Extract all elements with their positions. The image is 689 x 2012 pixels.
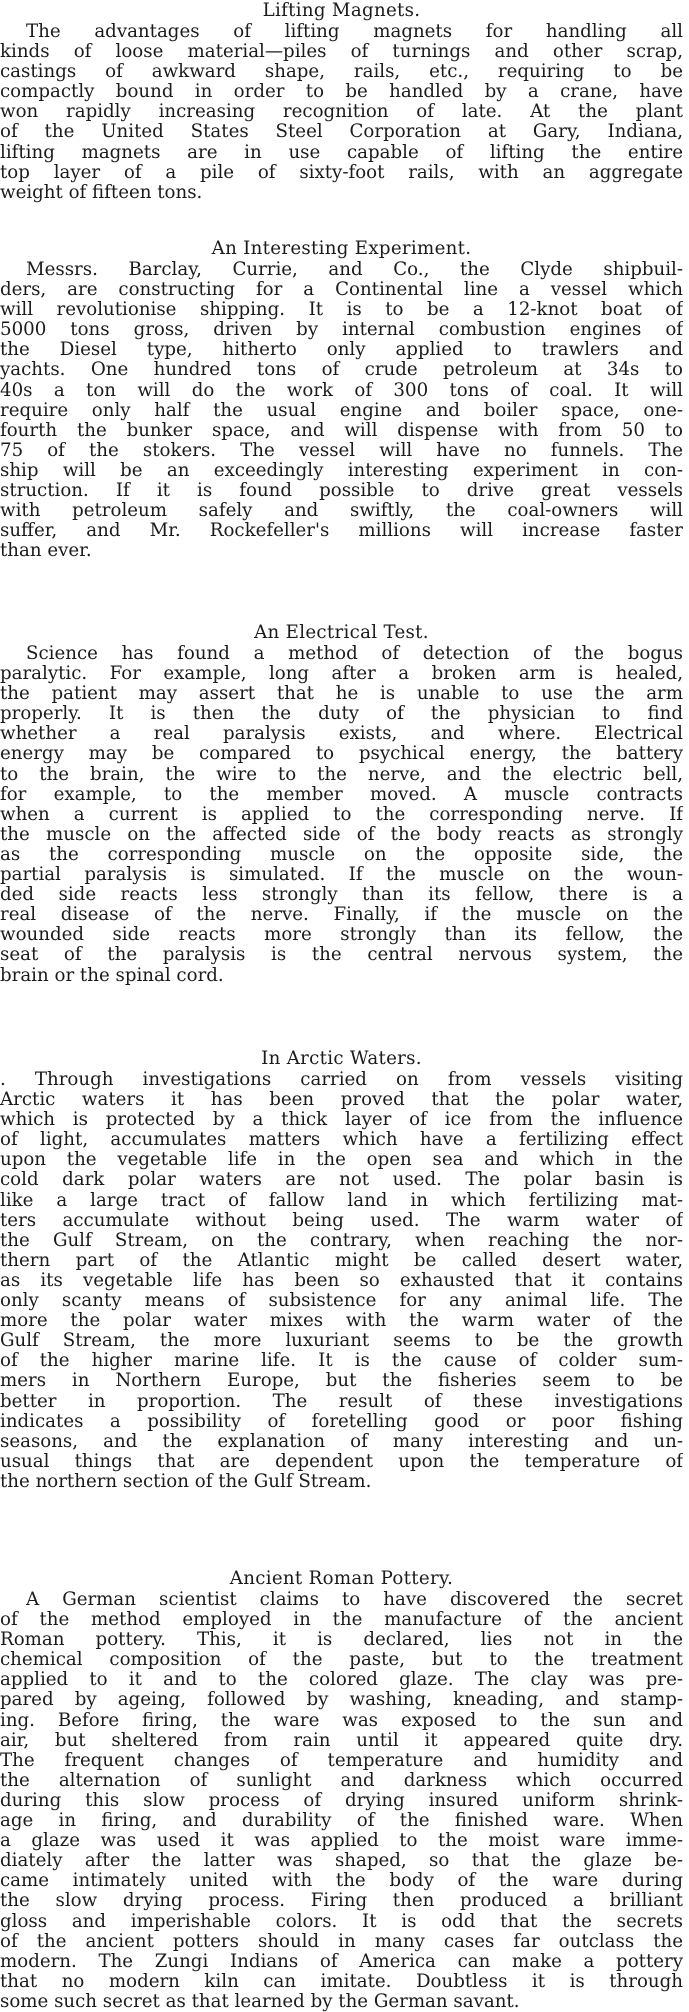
- text-line: some such secret as that learned by the German savant.: [0, 1991, 520, 2012]
- article-title: An Electrical Test.: [254, 622, 429, 643]
- article-title: In Arctic Waters.: [261, 1048, 422, 1069]
- text-line: Messrs. Barclay, Currie, and Co., the Clyde shipbuil-: [26, 260, 683, 280]
- article-title: An Interesting Experiment.: [211, 238, 472, 259]
- text-line: energy may be compared to psychical energy, the battery: [0, 744, 683, 765]
- text-line: as its vegetable life has been so exhausted that it contains: [0, 1270, 683, 1291]
- article-electrical-test: [0, 622, 683, 1048]
- text-line: wounded side reacts more strongly than its fellow, the: [0, 925, 683, 946]
- text-line: the muscle on the affected side of the body reacts as strongly: [0, 824, 683, 845]
- text-line: to the brain, the wire to the nerve, and the electric bell,: [0, 764, 683, 785]
- text-line: ship will be an exceedingly interesting experiment in con-: [0, 460, 683, 481]
- text-line: fourth the bunker space, and will dispense with from 50 to: [0, 420, 683, 441]
- text-line: seat of the paralysis is the central nervous system, the: [0, 945, 683, 966]
- article-ancient-roman-pottery: [0, 1568, 683, 2012]
- text-line: the Diesel type, hitherto only applied to trawlers and: [0, 340, 683, 361]
- text-line: more the polar water mixes with the warm water of the: [0, 1311, 683, 1332]
- text-line: during this slow process of drying insured uniform shrink-: [0, 1790, 683, 1811]
- text-line: than ever.: [0, 541, 92, 562]
- text-line: Science has found a method of detection of the bogus: [26, 644, 683, 664]
- text-line: of the method employed in the manufacture of the ancient: [0, 1610, 683, 1631]
- text-line: mers in Northern Europe, but the fisheries seem to be: [0, 1371, 683, 1392]
- text-line: that no modern kiln can imitate. Doubtless it is through: [0, 1971, 683, 1992]
- text-line: partial paralysis is simulated. If the muscle on the woun-: [0, 865, 683, 886]
- text-line: a glaze was used it was applied to the moist ware imme-: [0, 1831, 683, 1852]
- text-line: 75 of the stokers. The vessel will have no funnels. The: [0, 440, 683, 461]
- article-body: [0, 644, 683, 986]
- text-line: thern part of the Atlantic might be called desert water,: [0, 1250, 683, 1271]
- text-line: properly. It is then the duty of the physician to find: [0, 704, 683, 725]
- text-line: cold dark polar waters are not used. The polar basin is: [0, 1170, 683, 1191]
- text-line: ters accumulate without being used. The warm water of: [0, 1210, 683, 1231]
- text-line: when a current is applied to the corresponding nerve. If: [0, 804, 683, 825]
- text-line: Gulf Stream, the more luxuriant seems to be the growth: [0, 1331, 683, 1352]
- text-line: pared by ageing, followed by washing, kneading, and stamp-: [0, 1690, 683, 1711]
- text-line: of light, accumulates matters which have a fertilizing effect: [0, 1130, 683, 1151]
- article-title: Ancient Roman Pottery.: [229, 1568, 454, 1589]
- text-line: The frequent changes of temperature and humidity and: [0, 1750, 683, 1771]
- text-line: compactly bound in order to be handled by a crane, have: [0, 82, 683, 103]
- text-line: won rapidly increasing recognition of late. At the plant: [0, 102, 683, 123]
- text-line: the alternation of sunlight and darkness which occurred: [0, 1770, 683, 1791]
- text-line: better in proportion. The result of these investigations: [0, 1391, 683, 1412]
- text-line: 40s a ton will do the work of 300 tons of coal. It will: [0, 380, 683, 401]
- text-line: lifting magnets are in use capable of lifting the entire: [0, 142, 683, 163]
- text-line: castings of awkward shape, rails, etc., requiring to be: [0, 62, 683, 83]
- article-lifting-magnets: [0, 0, 683, 238]
- text-line: the patient may assert that he is unable to use the arm: [0, 684, 683, 705]
- text-line: yachts. One hundred tons of crude petroleum at 34s to: [0, 360, 683, 381]
- text-line: diately after the latter was shaped, so that the glaze be-: [0, 1851, 683, 1872]
- text-line: require only half the usual engine and boiler space, one-: [0, 400, 683, 421]
- text-line: . Through investigations carried on from vessels visiting: [0, 1070, 683, 1090]
- text-line: modern. The Zungi Indians of America can make a pottery: [0, 1951, 683, 1972]
- text-line: struction. If it is found possible to drive great vessels: [0, 481, 683, 502]
- text-line: applied to it and to the colored glaze. The clay was pre-: [0, 1670, 683, 1691]
- text-line: will revolutionise shipping. It is to be a 12-knot boat of: [0, 300, 683, 321]
- article-body: [0, 22, 683, 203]
- text-line: 5000 tons gross, driven by internal combustion engines of: [0, 320, 683, 341]
- text-line: The advantages of lifting magnets for handling all: [26, 22, 683, 42]
- text-line: paralytic. For example, long after a broken arm is healed,: [0, 664, 683, 685]
- text-line: of the ancient potters should in many cases far outclass the: [0, 1931, 683, 1952]
- text-line: chemical composition of the paste, but to the treatment: [0, 1650, 683, 1671]
- text-line: which is protected by a thick layer of ice from the influence: [0, 1110, 683, 1131]
- article-interesting-experiment: [0, 238, 683, 622]
- text-line: kinds of loose material—piles of turnings and other scrap,: [0, 42, 683, 63]
- text-line: with petroleum safely and swiftly, the coal-owners will: [0, 501, 683, 522]
- text-line: Arctic waters it has been proved that the polar water,: [0, 1090, 683, 1111]
- text-line: whether a real paralysis exists, and where. Electrical: [0, 724, 683, 745]
- article-body: [0, 1070, 683, 1492]
- text-line: weight of fifteen tons.: [0, 182, 203, 203]
- text-line: ded side reacts less strongly than its fellow, there is a: [0, 885, 683, 906]
- article-body: [0, 1590, 683, 2012]
- text-line: top layer of a pile of sixty-foot rails, with an aggregate: [0, 162, 683, 183]
- text-line: as the corresponding muscle on the opposite side, the: [0, 844, 683, 865]
- text-line: like a large tract of fallow land in which fertilizing mat-: [0, 1190, 683, 1211]
- text-line: air, but sheltered from rain until it appeared quite dry.: [0, 1730, 683, 1751]
- article-arctic-waters: [0, 1048, 683, 1568]
- text-line: gloss and imperishable colors. It is odd that the secrets: [0, 1911, 683, 1932]
- text-line: A German scientist claims to have discovered the secret: [26, 1590, 683, 1610]
- article-title: Lifting Magnets.: [262, 0, 421, 21]
- text-line: came intimately united with the body of the ware during: [0, 1871, 683, 1892]
- text-line: suffer, and Mr. Rockefeller's millions will increase faster: [0, 521, 683, 542]
- text-line: indicates a possibility of foretelling good or poor fishing: [0, 1411, 683, 1432]
- text-line: the northern section of the Gulf Stream.: [0, 1471, 372, 1492]
- text-line: upon the vegetable life in the open sea and which in the: [0, 1150, 683, 1171]
- text-line: ing. Before firing, the ware was exposed to the sun and: [0, 1710, 683, 1731]
- text-line: real disease of the nerve. Finally, if the muscle on the: [0, 905, 683, 926]
- text-line: ders, are constructing for a Continental line a vessel which: [0, 280, 683, 301]
- text-line: Roman pottery. This, it is declared, lies not in the: [0, 1630, 683, 1651]
- text-line: brain or the spinal cord.: [0, 965, 224, 986]
- text-line: seasons, and the explanation of many interesting and un-: [0, 1431, 683, 1452]
- text-line: only scanty means of subsistence for any animal life. The: [0, 1291, 683, 1312]
- text-line: usual things that are dependent upon the temperature of: [0, 1451, 683, 1472]
- text-line: age in firing, and durability of the finished ware. When: [0, 1811, 683, 1832]
- text-line: the Gulf Stream, on the contrary, when reaching the nor-: [0, 1230, 683, 1251]
- article-body: [0, 260, 683, 561]
- text-line: of the higher marine life. It is the cause of colder sum-: [0, 1351, 683, 1372]
- text-line: for example, to the member moved. A muscle contracts: [0, 784, 683, 805]
- text-line: the slow drying process. Firing then produced a brilliant: [0, 1891, 683, 1912]
- text-line: of the United States Steel Corporation at Gary, Indiana,: [0, 122, 683, 143]
